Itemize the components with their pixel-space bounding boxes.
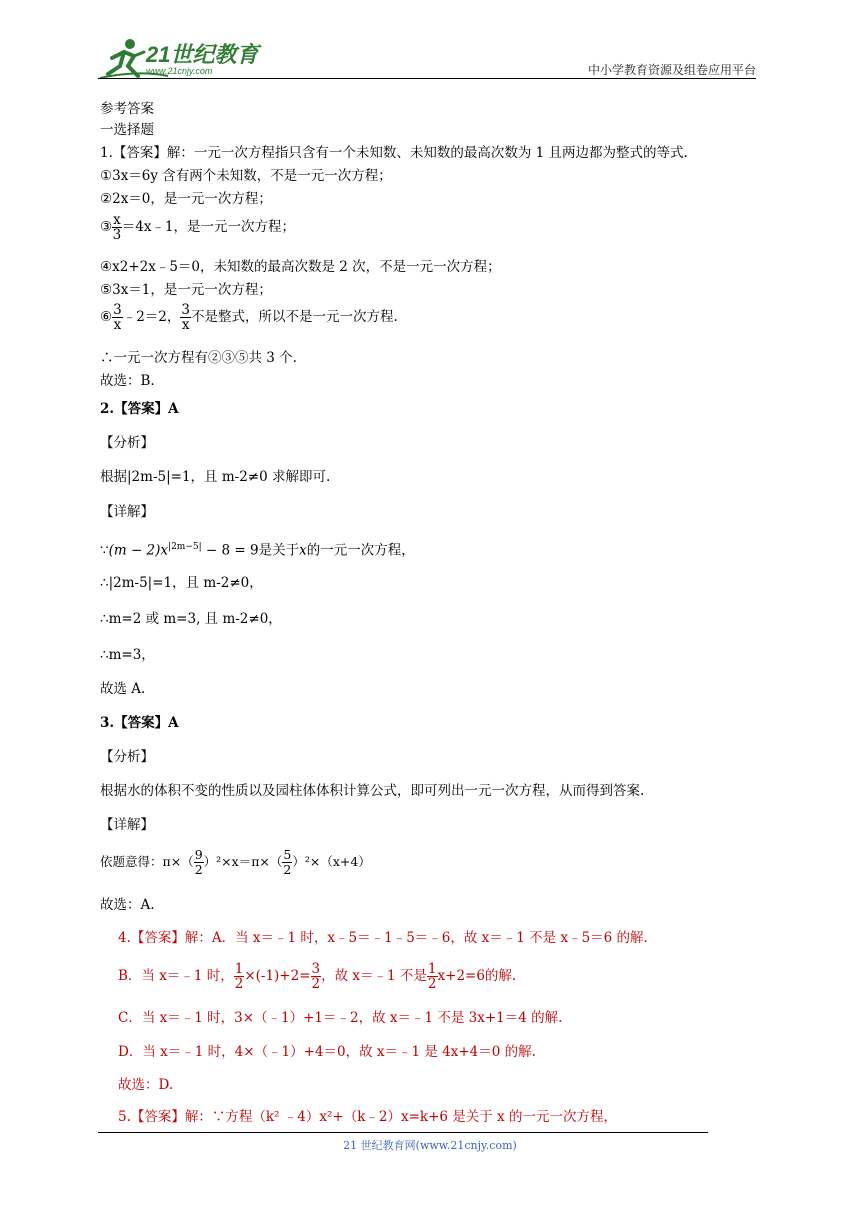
q5-line: 5.【答案】解：∵方程（k² ﹣4）x²+（k﹣2）x=k+6 是关于 x 的一元一次方程，: [118, 1109, 617, 1125]
q4-b-mid: ×(-1)+2=: [244, 968, 311, 984]
fraction-numerator: 9: [194, 847, 203, 862]
fraction-numerator: 3: [181, 302, 190, 318]
q1-item6-mid: ﹣2＝2，: [122, 309, 181, 325]
q4-line-b: [118, 962, 516, 991]
section-title: 一选择题: [100, 122, 154, 138]
fraction-numerator: 1: [427, 961, 437, 977]
q1-item3-fraction: [112, 213, 122, 242]
fraction-denominator: 2: [311, 976, 321, 992]
fraction-numerator: 3: [311, 961, 321, 977]
q3-eq-prefix: 依题意得：π×（: [100, 854, 194, 869]
q2-equation-tail: − 8 = 9: [201, 542, 259, 559]
footer-text: 21 世纪教育网(www.21cnjy.com): [343, 1139, 517, 1152]
q2-choice: 故选 A.: [100, 681, 146, 697]
q4-b-fraction-3: [427, 962, 438, 991]
q1-item3-rest: ＝4x﹣1，是一元一次方程；: [121, 219, 296, 235]
q3-equation: [100, 848, 371, 877]
q4-choice: 故选：D.: [118, 1077, 174, 1093]
q4-b-fraction-2: [311, 962, 322, 991]
q2-step-2: ∴m=2 或 m=3, 且 m-2≠0，: [100, 611, 282, 627]
q1-answer-line: 1.【答案】解：一元一次方程指只含有一个未知数、未知数的最高次数为 1 且两边都为整式的等式.: [100, 145, 688, 161]
q2-analysis: 根据|2m-5|=1，且 m-2≠0 求解即可.: [100, 469, 331, 485]
logo-text: 21世纪教育: [146, 42, 259, 67]
q1-conclusion: ∴一元一次方程有②③⑤共 3 个.: [100, 350, 297, 366]
header-title: 中小学教育资源及组卷应用平台: [587, 63, 756, 77]
footer-divider: [98, 1132, 708, 1133]
q1-item6-prefix: ⑥: [100, 309, 113, 325]
q2-because-end: 的一元一次方程，: [306, 542, 415, 559]
fraction-denominator: 2: [427, 976, 437, 992]
q3-eq-mid: ）²×x＝π×（: [203, 854, 283, 869]
q1-item-1: ①3x＝6y 含有两个未知数，不是一元一次方程；: [100, 168, 392, 184]
q3-analysis: 根据水的体积不变的性质以及园柱体体积计算公式，即可列出一元一次方程，从而得到答案.: [100, 783, 645, 799]
q4-line-c: C．当 x＝﹣1 时，3×（﹣1）+1＝﹣2，故 x＝﹣1 不是 3x+1＝4 的解.: [118, 1010, 563, 1026]
q2-step-1: ∴|2m-5|=1，且 m-2≠0，: [100, 575, 263, 591]
q3-choice: 故选：A.: [100, 897, 155, 913]
q1-item6-fraction-2: [180, 303, 191, 332]
q1-item-6: [100, 303, 398, 332]
q4-b-fraction-1: [234, 962, 245, 991]
answers-title: 参考答案: [100, 101, 154, 117]
q3-fraction-1: [194, 848, 204, 877]
q3-eq-end: ）²×（x+4）: [292, 854, 371, 869]
q2-var-x: x: [299, 542, 307, 559]
q1-item-2: ②2x＝0，是一元一次方程；: [100, 191, 272, 207]
because-symbol: ∵: [100, 542, 109, 559]
q1-choice: 故选：B.: [100, 373, 155, 389]
q2-exponent: |2m−5|: [168, 542, 202, 552]
fraction-numerator: 1: [234, 961, 244, 977]
fraction-numerator: 5: [283, 847, 292, 862]
q4-b-mid2: ，故 x＝﹣1 不是: [321, 968, 427, 984]
q4-line-a: 4.【答案】解：A．当 x＝﹣1 时，x﹣5＝﹣1﹣5＝﹣6，故 x＝﹣1 不是 x﹣5＝6 的解.: [118, 930, 648, 946]
q1-item6-fraction: [112, 303, 123, 332]
fraction-denominator: 2: [283, 862, 292, 877]
q4-b-end: x+2=6的解.: [437, 968, 517, 984]
q4-b-prefix: B．当 x＝﹣1 时，: [118, 968, 234, 984]
q3-analysis-label: 【分析】: [100, 749, 154, 765]
q3-detail-label: 【详解】: [100, 817, 154, 833]
logo-url: www.21cnjy.com: [146, 66, 213, 76]
q2-analysis-label: 【分析】: [100, 435, 154, 451]
fraction-numerator: 3: [113, 302, 122, 318]
q1-item-3: [100, 213, 295, 242]
q2-equation: (m − 2)x: [108, 542, 169, 559]
fraction-denominator: x: [113, 317, 122, 333]
q2-answer: 2.【答案】A: [100, 401, 179, 417]
q1-item3-prefix: ③: [100, 219, 113, 235]
q2-detail-label: 【详解】: [100, 504, 154, 520]
q3-fraction-2: [282, 848, 292, 877]
q3-answer: 3.【答案】A: [100, 715, 179, 731]
q1-item-5: ⑤3x＝1，是一元一次方程；: [100, 282, 272, 298]
fraction-denominator: 3: [112, 227, 122, 243]
q2-step-3: ∴m=3，: [100, 647, 155, 663]
q1-item-4: ④x2+2x﹣5＝0，未知数的最高次数是 2 次，不是一元一次方程；: [100, 259, 501, 275]
q2-equation-line: [100, 538, 415, 560]
header-divider: [98, 78, 756, 79]
fraction-numerator: x: [113, 212, 121, 228]
fraction-denominator: x: [181, 317, 190, 333]
q2-because-suffix: 是关于: [258, 542, 300, 559]
fraction-denominator: 2: [194, 862, 203, 877]
q4-line-d: D．当 x＝﹣1 时，4×（﹣1）+4＝0，故 x＝﹣1 是 4x+4＝0 的解.: [118, 1044, 536, 1060]
fraction-denominator: 2: [234, 976, 244, 992]
q1-item6-rest: 不是整式，所以不是一元一次方程.: [190, 309, 398, 325]
